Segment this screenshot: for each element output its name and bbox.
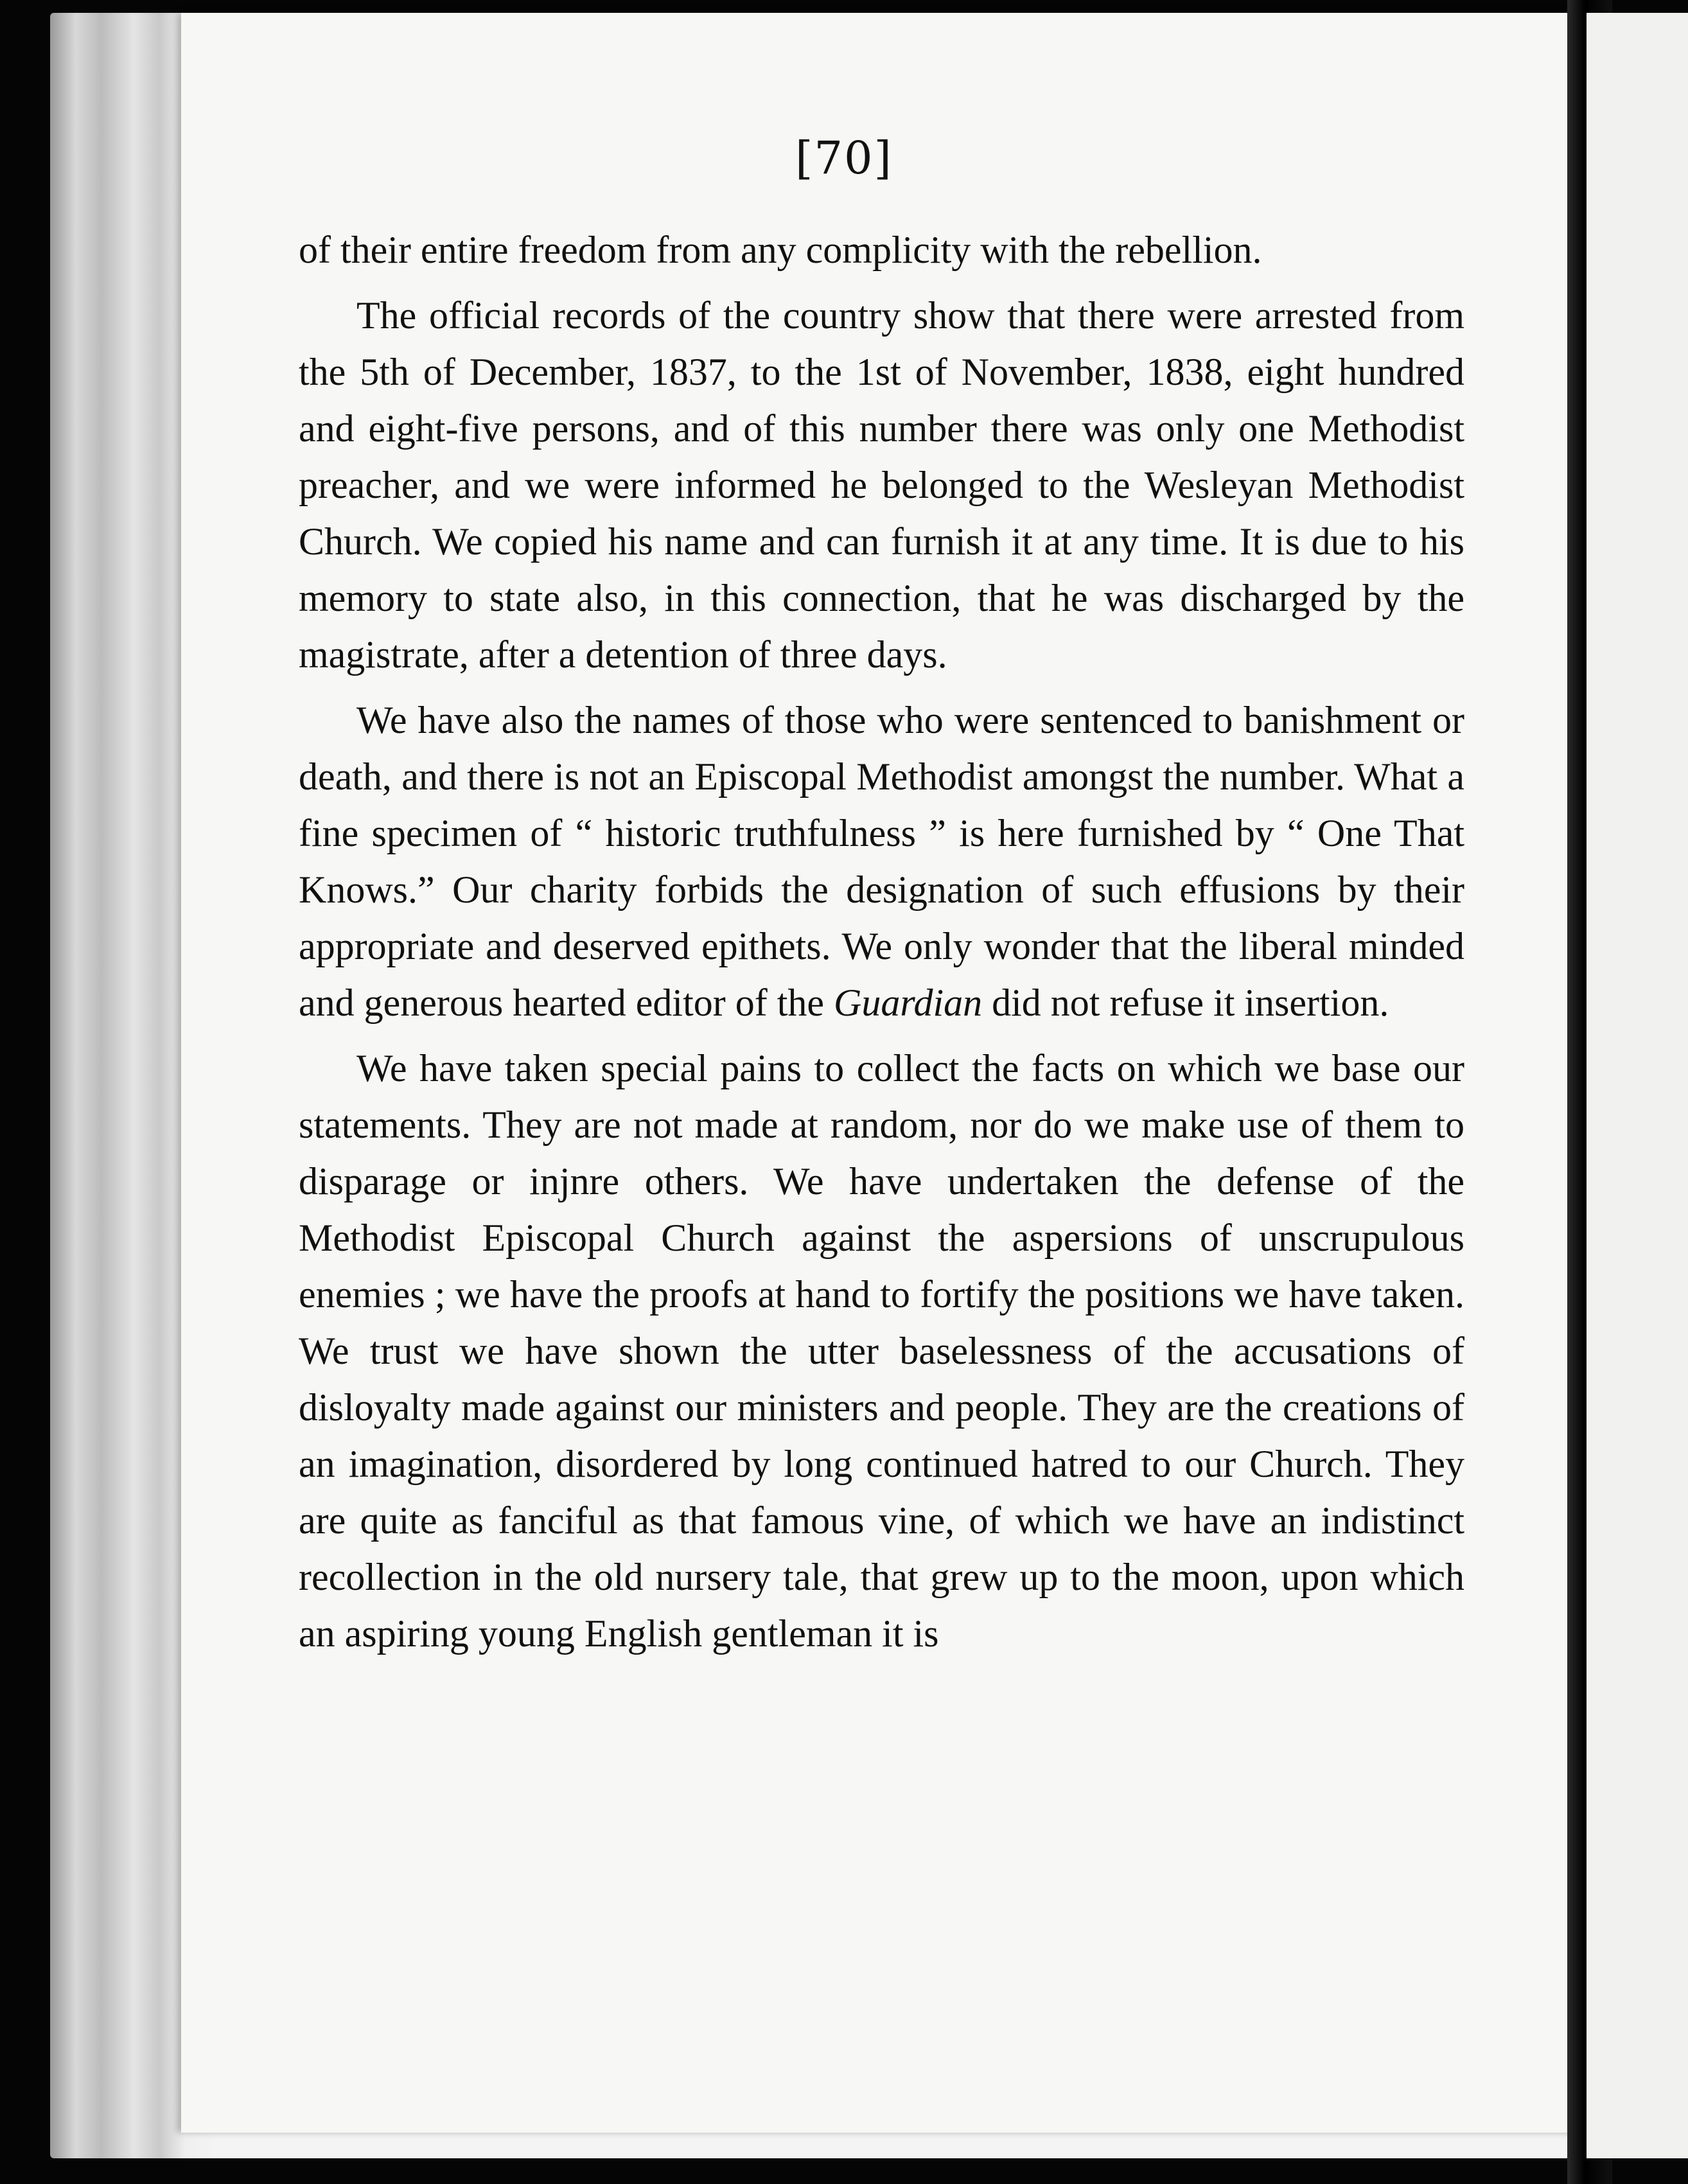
paragraph-4: We have taken special pains to collect the facts on which we base our statements. They are not made at random, nor do we make use of them to disparage or injnre others. We have undertaken the defense of the Methodist Episcopal Church against the aspersions of unscrupulous enemies ; we have the proofs at hand to fortify the positions we have taken. We trust we have shown the utter baselessness of the accusations of disloyalty made against our ministers and people. They are the creations of an imagination, disordered by long continued hatred to our Church. They are quite as fanciful as that famous vine, of which we have an indistinct recollection in the old nursery tale, that grew up to the moon, upon which an aspiring young English gentleman it is: [299, 1047, 1464, 1655]
facing-page-edge: [1587, 13, 1688, 2158]
paragraph-1: of their entire freedom from any complicity with the rebellion.: [299, 229, 1262, 271]
page-number: [70]: [795, 132, 893, 184]
paragraph-3-text-before: We have also the names of those who were sentenced to banishment or death, and there is not an Episcopal Methodist amongst the number. What a fine specimen of “ historic truthfulness ” is here furnished by “ One That Knows.” Our charity forbids the designation of such effusions by their appropriate and deserved epithets. We only wonder that the liberal minded and generous hearted editor of the: [299, 699, 1464, 1024]
newspaper-title: Guardian: [834, 982, 983, 1024]
paragraph-3-text-after: did not refuse it insertion.: [982, 982, 1389, 1024]
paragraph-3: [299, 692, 1464, 1031]
paragraph-2: The official records of the country show that there were arrested from the 5th of December, 1837, to the 1st of November, 1838, eight hundred and eight-five persons, and of this number there was only one Methodist preacher, and we were informed he belonged to the Wesleyan Methodist Church. We copied his name and can furnish it at any time. It is due to his memory to state also, in this connection, that he was discharged by the magistrate, after a detention of three days.: [299, 294, 1464, 676]
body-text: [299, 222, 1464, 1671]
